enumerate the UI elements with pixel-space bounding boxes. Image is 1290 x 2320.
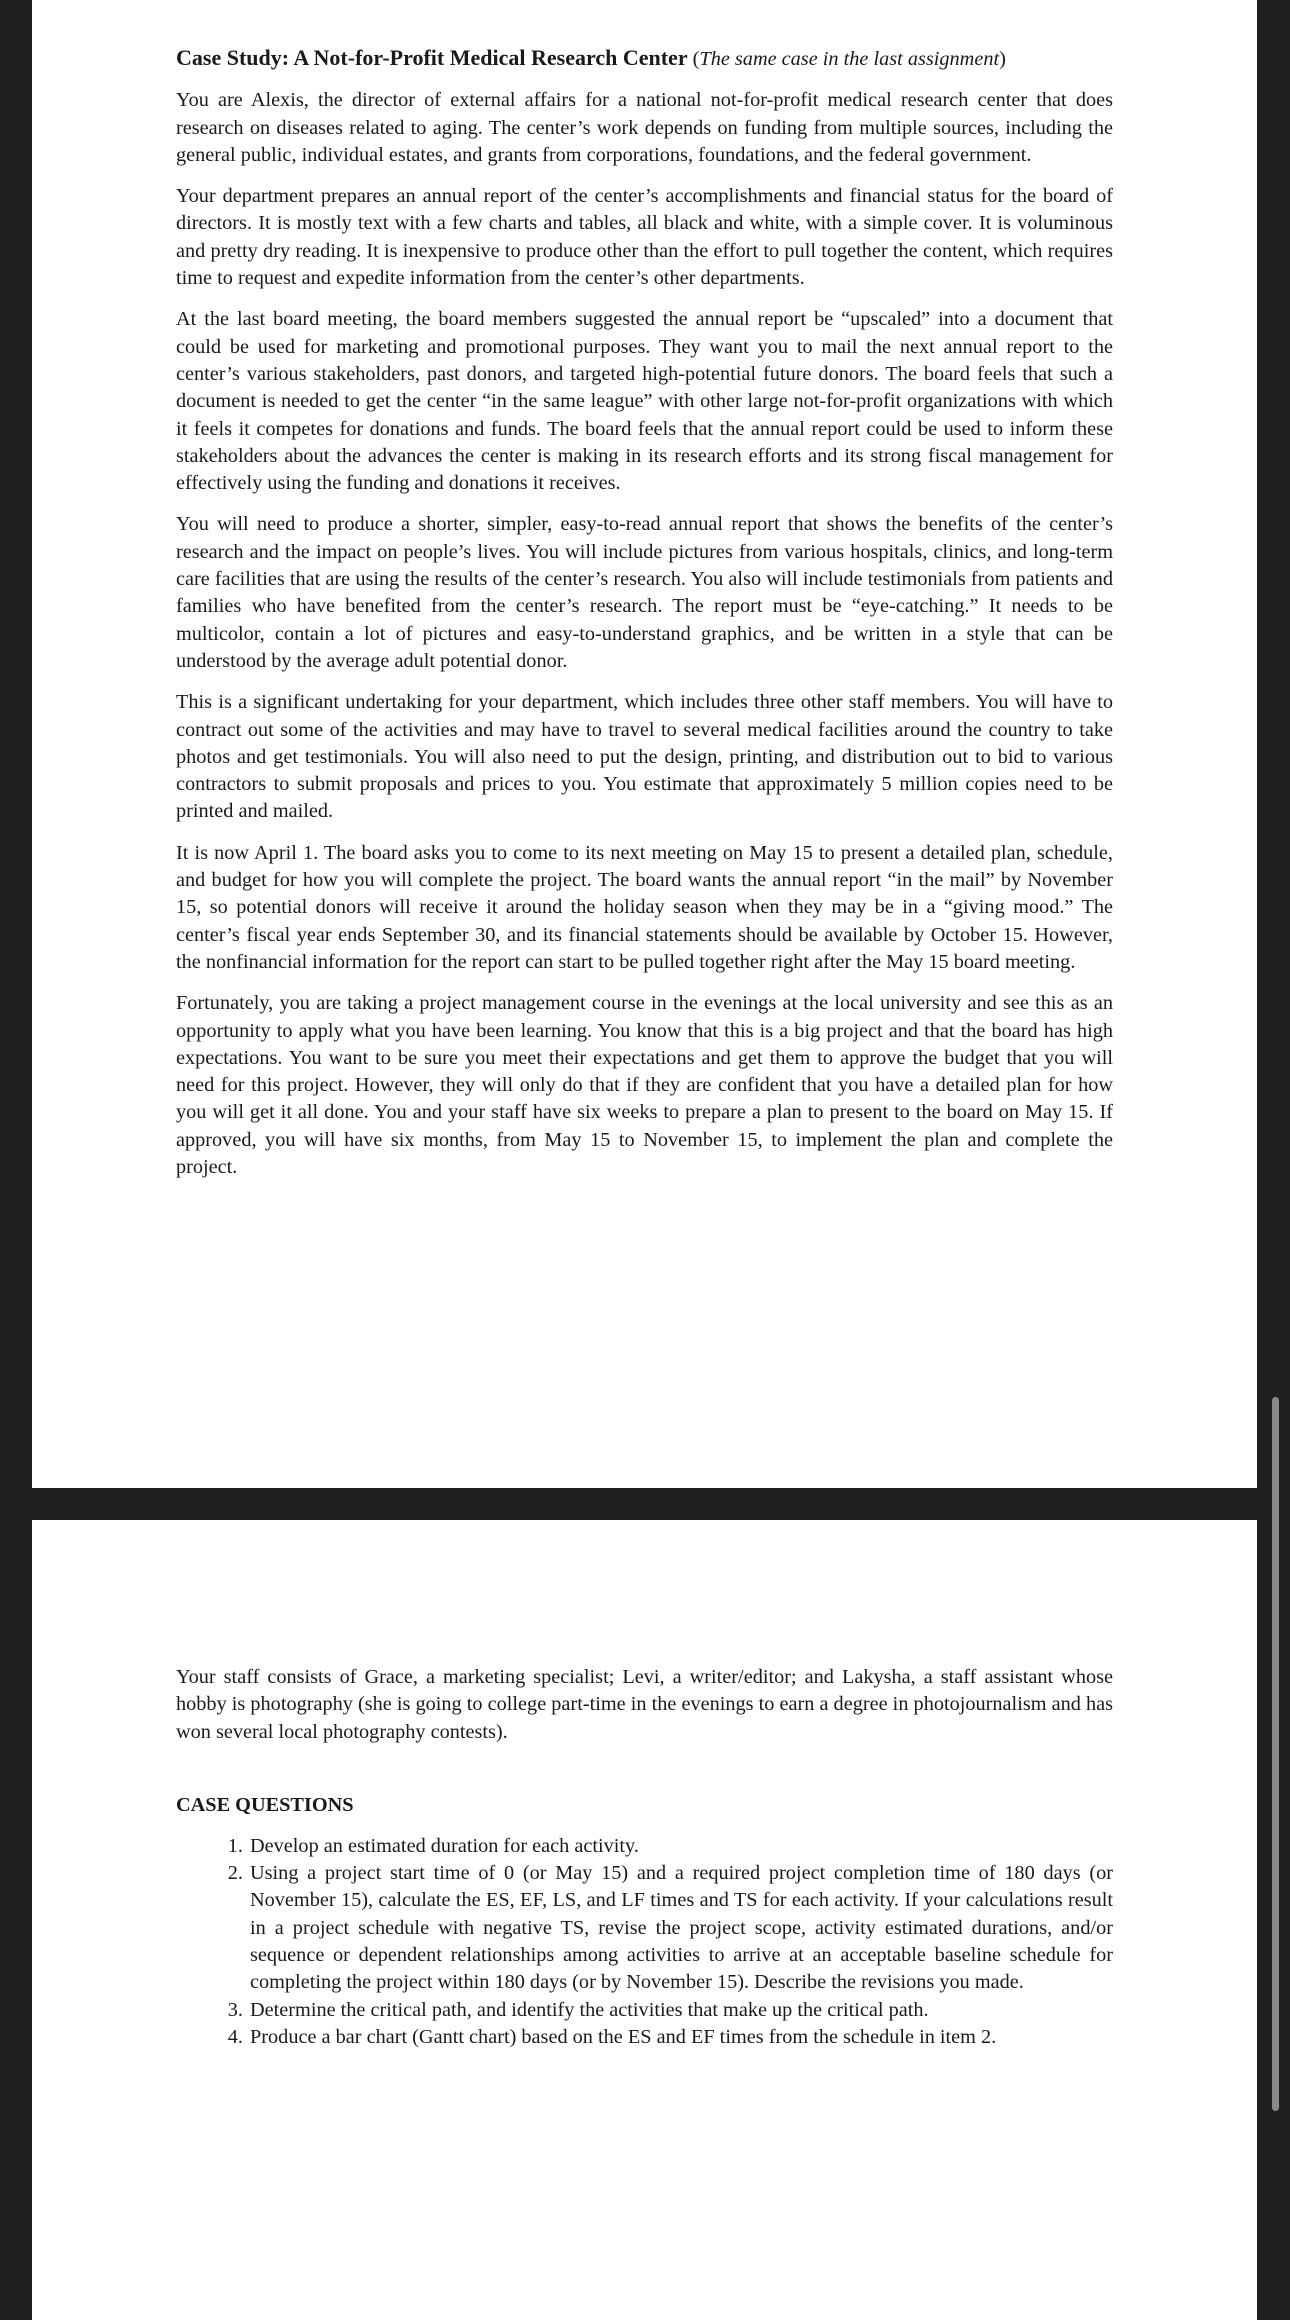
title-paren-close: ) <box>999 48 1006 70</box>
paragraph: You are Alexis, the director of external affairs for a national not-for-profit medical research center that does research on diseases related to aging. The center’s work depends on funding from multiple sources, including the general public, individual estates, and grants from corporations, foundations, and the federal government. <box>176 89 1113 166</box>
page-2-content <box>176 1664 1113 2051</box>
paragraph: It is now April 1. The board asks you to come to its next meeting on May 15 to present a detailed plan, schedule, and budget for how you will complete the project. The board wants the annual report “in the mail” by November 15, so potential donors will receive it around the holiday season when they may be in a “giving mood.” The center’s fiscal year ends September 30, and its financial statements should be available by October 15. However, the nonfinancial information for the report can start to be pulled together right after the May 15 board meeting. <box>176 841 1113 973</box>
document-page-2 <box>32 1520 1257 2320</box>
paragraph: Your department prepares an annual report of the center’s accomplishments and financial status for the board of directors. It is mostly text with a few charts and tables, all black and white, with a simple cover. It is voluminous and pretty dry reading. It is inexpensive to produce other than the effort to pull together the content, which requires time to request and expedite information from the center’s other departments. <box>176 185 1113 290</box>
staff-paragraph: Your staff consists of Grace, a marketing specialist; Levi, a writer/editor; and Lakysha, a staff assistant whose hobby is photography (she is going to college part-time in the evenings to earn a degree in photojournalism and has won several local photography contests). <box>176 1666 1113 1743</box>
title-italic-text: The same case in the last assignment <box>699 48 1000 70</box>
title-paren-open: ( <box>687 48 700 70</box>
question-item: 2. Using a project start time of 0 (or May 15) and a required project completion time of 180 days (or November 15), calculate the ES, EF, LS, and LF times and TS for each activity. If your calculations result in a project schedule with negative TS, revise the project scope, activity estimated durations, and/or sequence or dependent relationships among activities to arrive at an acceptable baseline schedule for completing the project within 180 days (or by November 15). Describe the revisions you made. <box>248 1860 1113 1996</box>
document-page-1 <box>32 0 1257 1488</box>
title-bold-text: Case Study: A Not-for-Profit Medical Research Center <box>176 45 688 70</box>
case-questions-heading: CASE QUESTIONS <box>176 1793 354 1816</box>
case-study-title <box>176 44 1113 73</box>
question-item: 4. Produce a bar chart (Gantt chart) based on the ES and EF times from the schedule in item 2. <box>248 2024 1113 2051</box>
page-1-content <box>176 44 1113 1195</box>
question-item: 1. Develop an estimated duration for each activity. <box>248 1833 1113 1860</box>
paragraph: Fortunately, you are taking a project management course in the evenings at the local university and see this as an opportunity to apply what you have been learning. You know that this is a big project and that the board has high expectations. You want to be sure you meet their expectations and get them to approve the budget that you will need for this project. However, they will only do that if they are confident that you have a detailed plan for how you will get it all done. You and your staff have six weeks to prepare a plan to present to the board on May 15. If approved, you will have six months, from May 15 to November 15, to implement the plan and complete the project. <box>176 992 1113 1178</box>
scrollbar-thumb[interactable] <box>1272 1397 1279 2111</box>
case-questions-list <box>176 1833 1113 2051</box>
paragraph: This is a significant undertaking for your department, which includes three other staff members. You will have to contract out some of the activities and may have to travel to several medical facilities around the country to take photos and get testimonials. You will also need to put the design, printing, and distribution out to bid to various contractors to submit proposals and prices to you. You estimate that approximately 5 million copies need to be printed and mailed. <box>176 691 1113 823</box>
paragraph: You will need to produce a shorter, simpler, easy-to-read annual report that shows the benefits of the center’s research and the impact on people’s lives. You will include pictures from various hospitals, clinics, and long-term care facilities that are using the results of the center’s research. You also will include testimonials from patients and families who have benefited from the center’s research. The report must be “eye-catching.” It needs to be multicolor, contain a lot of pictures and easy-to-understand graphics, and be written in a style that can be understood by the average adult potential donor. <box>176 513 1113 672</box>
question-item: 3. Determine the critical path, and identify the activities that make up the critical path. <box>248 1997 1113 2024</box>
paragraph: At the last board meeting, the board members suggested the annual report be “upscaled” into a document that could be used for marketing and promotional purposes. They want you to mail the next annual report to the center’s various stakeholders, past donors, and targeted high-potential future donors. The board feels that such a document is needed to get the center “in the same league” with other large not-for-profit organizations with which it feels it competes for donations and funds. The board feels that the annual report could be used to inform these stakeholders about the advances the center is making in its research efforts and its strong fiscal management for effectively using the funding and donations it receives. <box>176 308 1113 495</box>
